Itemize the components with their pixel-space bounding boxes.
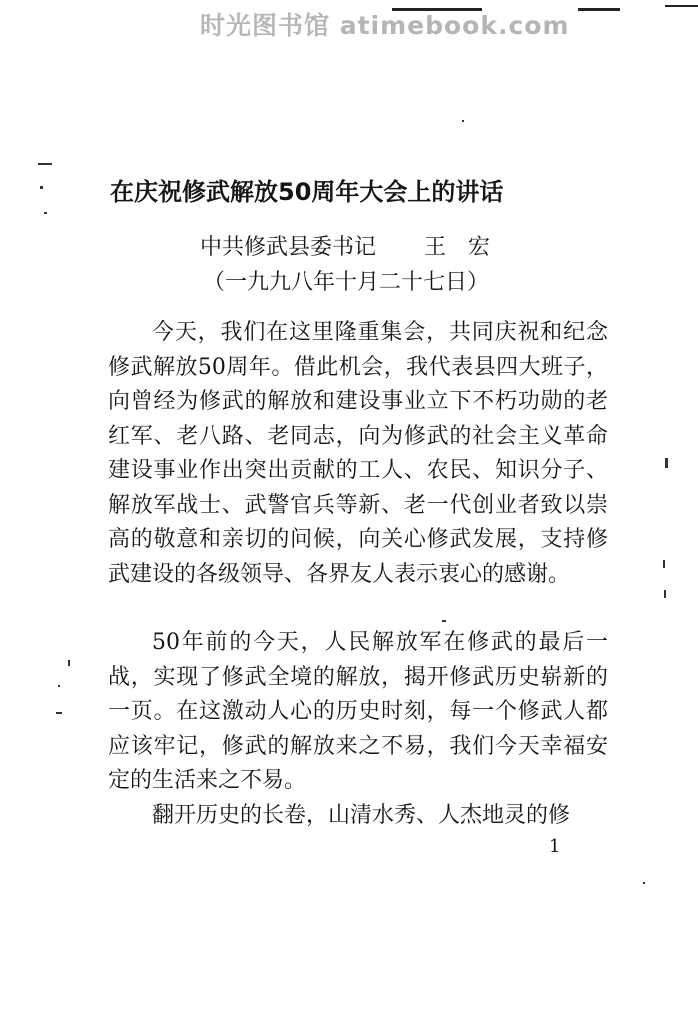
author-line	[200, 230, 698, 261]
scan-speck	[442, 620, 446, 622]
paragraph: 今天，我们在这里隆重集会，共同庆祝和纪念修武解放50周年。借此机会，我代表县四大班子，向曾经为修武的解放和建设事业立下不朽功勋的老红军、老八路、老同志，向为修武的社会主义革命建设事业作出突出贡献的工人、农民、知识分子、解放军战士、武警官兵等新、老一代创业者致以崇高的敬意和亲切的问候，向关心修武发展，支持修武建设的各级领导、各界友人表示衷心的感谢。	[108, 320, 608, 587]
scan-speck	[58, 685, 60, 687]
watermark: 时光图书馆 atimebook.com	[200, 11, 570, 40]
scan-speck	[38, 163, 52, 165]
speech-date: （一九九八年十月二十七日）	[203, 270, 490, 295]
scan-speck	[68, 660, 70, 666]
author-name-second: 宏	[468, 235, 491, 260]
scan-speck	[56, 712, 62, 714]
page-title: 在庆祝修武解放50周年大会上的讲话	[110, 178, 504, 206]
author-name-first: 王	[424, 235, 447, 260]
paragraph: 翻开历史的长卷，山清水秀、人杰地灵的修	[152, 803, 571, 828]
scan-speck	[40, 186, 43, 189]
scan-speck	[663, 560, 665, 568]
scan-speck	[462, 120, 464, 122]
scan-mark	[392, 8, 482, 11]
scan-speck	[44, 212, 47, 214]
scan-speck	[664, 590, 666, 598]
page-number: 1	[549, 836, 561, 857]
author-role: 中共修武县委书记	[200, 235, 377, 260]
scan-mark	[578, 8, 620, 11]
scan-mark	[665, 5, 698, 7]
scan-speck	[665, 458, 668, 468]
paragraph: 50年前的今天，人民解放军在修武的最后一战，实现了修武全境的解放，揭开修武历史崭新的一页。在这激动人心的历史时刻，每一个修武人都应该牢记，修武的解放来之不易，我们今天幸福安定的生活来之不易。	[108, 630, 608, 793]
scan-speck	[643, 882, 645, 884]
